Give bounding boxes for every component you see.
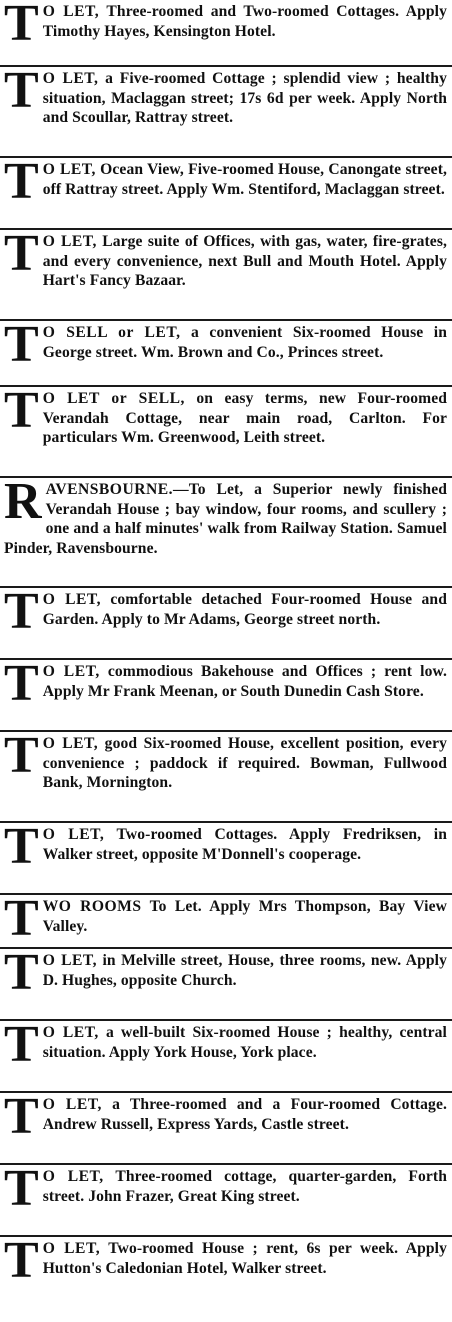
ad-body-text: Two-roomed House ; rent, 6s per week. Apply Hutton's Caledonian Hotel, Walker street. [42, 1240, 447, 1277]
ad-heading: O LET, [42, 1096, 102, 1113]
classified-ad [0, 1237, 452, 1314]
ad-body-text: a well-built Six-roomed House ; healthy, central situation. Apply York House, York place. [42, 1024, 447, 1061]
ad-heading: O LET or SELL, [42, 390, 185, 407]
ad-heading: O LET, [42, 1240, 101, 1257]
ad-drop-cap: T [4, 387, 39, 439]
ad-heading: O LET, [42, 70, 99, 87]
ad-heading: O SELL or LET, [42, 324, 181, 341]
ad-heading: O LET, [42, 826, 105, 843]
classified-ad [0, 949, 452, 1019]
ad-drop-cap: T [4, 230, 39, 282]
classified-ad [0, 732, 452, 821]
ad-heading: O LET, [42, 1168, 104, 1185]
ad-body-text: a Three-roomed and a Four-roomed Cottage. Andrew Russell, Express Yards, Castle street. [42, 1096, 447, 1133]
ad-body-text: Ocean View, Five-roomed House, Canongate street, off Rattray street. Apply Wm. Stentiford, Maclaggan street. [42, 161, 447, 198]
ad-body-text: a convenient Six-roomed House in George street. Wm. Brown and Co., Princes street. [42, 324, 447, 361]
ad-body-text: in Melville street, House, three rooms, new. Apply D. Hughes, opposite Church. [42, 952, 447, 989]
classified-ad [0, 588, 452, 658]
ad-drop-cap: T [4, 660, 39, 712]
classified-ad [0, 895, 452, 947]
ad-body-text: commodious Bakehouse and Offices ; rent low. Apply Mr Frank Meenan, or South Dunedin Cash Store. [42, 663, 447, 700]
classified-ad [0, 1165, 452, 1235]
ad-heading: O LET, [42, 3, 100, 20]
ad-body-text: Large suite of Offices, with gas, water, fire-grates, and every convenience, next Bull and Mouth Hotel. Apply Hart's Fancy Bazaar. [42, 233, 447, 289]
ad-drop-cap: T [4, 1237, 39, 1289]
classified-ad [0, 0, 452, 65]
classified-ad [0, 321, 452, 385]
ad-body-text: good Six-roomed House, excellent position, every convenience ; paddock if required. Bowman, Fullwood Bank, Mornington. [42, 735, 447, 791]
ad-heading: O LET, [42, 952, 98, 969]
classified-ad [0, 1093, 452, 1163]
ad-drop-cap: T [4, 1021, 39, 1073]
ad-heading: O LET, [42, 735, 99, 752]
ad-heading: WO ROOMS [42, 898, 142, 915]
ad-body-text: comfortable detached Four-roomed House and Garden. Apply to Mr Adams, George street north. [42, 591, 447, 628]
ad-drop-cap: T [4, 67, 39, 119]
ad-body-text: To Let. Apply Mrs Thompson, Bay View Valley. [42, 898, 447, 935]
ad-drop-cap: T [4, 732, 39, 784]
ad-drop-cap: T [4, 0, 39, 52]
ad-drop-cap: T [4, 823, 39, 875]
ad-heading: O LET, [42, 663, 100, 680]
ad-body-text: —To Let, a Superior newly finished Verandah House ; bay window, four rooms, and scullery ; one and a half minutes' walk from Railway Station. Samuel Pinder, Ravensbourne. [4, 481, 447, 557]
ad-body-text: Two-roomed Cottages. Apply Fredriksen, in Walker street, opposite M'Donnell's cooperage. [42, 826, 447, 863]
ad-heading: O LET, [42, 161, 96, 178]
classified-ad [0, 387, 452, 476]
ad-drop-cap: T [4, 158, 39, 210]
classified-ad [0, 660, 452, 730]
ad-heading: AVENSBOURNE. [45, 481, 174, 498]
ad-drop-cap: R [4, 478, 42, 530]
ad-body-text: Three-roomed cottage, quarter-garden, Forth street. John Frazer, Great King street. [42, 1168, 447, 1205]
ad-drop-cap: T [4, 321, 39, 373]
ad-heading: O LET, [42, 1024, 99, 1041]
classified-ad [0, 1021, 452, 1091]
ad-drop-cap: T [4, 1093, 39, 1145]
ad-drop-cap: T [4, 588, 39, 640]
ad-heading: O LET, [42, 591, 102, 608]
classified-ad [0, 823, 452, 893]
ad-body-text: Three-roomed and Two-roomed Cottages. Apply Timothy Hayes, Kensington Hotel. [42, 3, 447, 40]
ad-drop-cap: T [4, 895, 39, 947]
ad-body-text: on easy terms, new Four-roomed Verandah Cottage, near main road, Carlton. For particulars Wm. Greenwood, Leith street. [42, 390, 447, 446]
classified-ad [0, 230, 452, 319]
ad-heading: O LET, [42, 233, 97, 250]
classified-ad [0, 478, 452, 586]
ad-body-text: a Five-roomed Cottage ; splendid view ; healthy situation, Maclaggan street; 17s 6d per week. Apply North and Scoullar, Rattray street. [42, 70, 447, 126]
classified-ad [0, 158, 452, 228]
classified-ad [0, 67, 452, 156]
ad-drop-cap: T [4, 1165, 39, 1217]
ad-drop-cap: T [4, 949, 39, 1001]
